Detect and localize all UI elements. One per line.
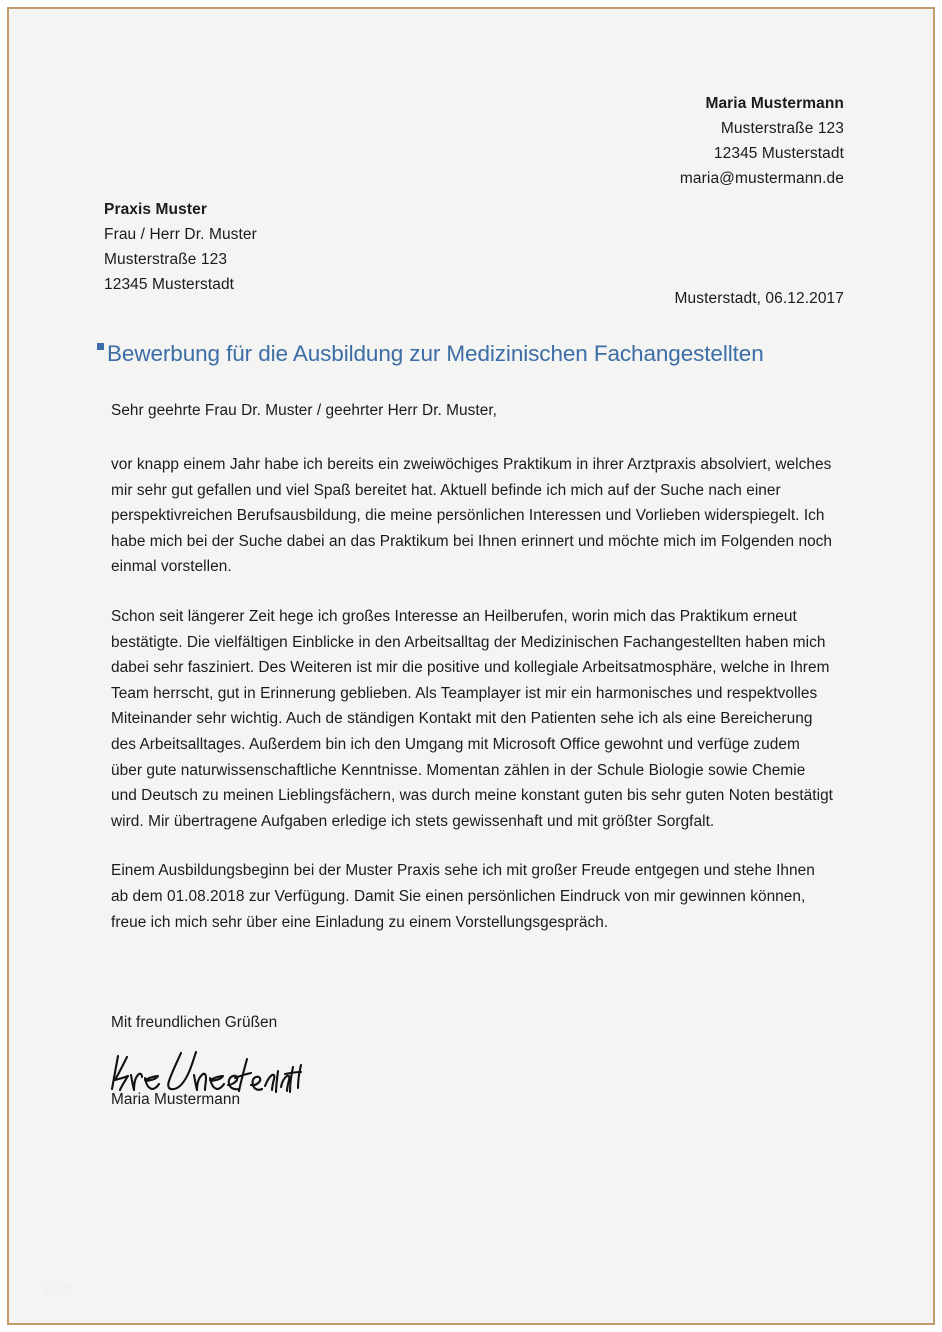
sender-email: maria@mustermann.de [679, 170, 844, 187]
recipient-company: Praxis Muster [104, 201, 207, 218]
sender-street: Musterstraße 123 [720, 120, 844, 137]
body-paragraph: Einem Ausbildungsbeginn bei der Muster Praxis sehe ich mit großer Freude entgegen und stehe Ihnen ab dem 01.08.2018 zur Verfügung. Damit Sie einen persönlichen Eindruck von mir gewinnen können, freue ich mich sehr über eine Einladung zu einem Vorstellungsgespräch. [111, 862, 815, 931]
recipient-street: Musterstraße 123 [104, 251, 228, 268]
closing-phrase: Mit freundlichen Grüßen [111, 1014, 278, 1031]
sender-city: 12345 Musterstadt [713, 145, 844, 162]
body-paragraph: Schon seit längerer Zeit hege ich großes Interesse an Heilberufen, worin mich das Praktikum erneut bestätigte. Die vielfältigen Einblicke in den Arbeitsalltag der Medizinischen Fachangestellten haben mich dabei sehr fasziniert. Des Weiteren ist mir die positive und kollegiale Arbeitsatmosphäre, welche in Ihrem Team herrscht, gut in Erinnerung geblieben. Als Teamplayer ist mir ein harmonisches und respektvolles Miteinander sehr wichtig. Auch de ständigen Kontakt mit den Patienten sehe ich als eine Bereicherung des Arbeitsalltages. Außerdem bin ich den Umgang mit Microsoft Office gewohnt und verfüge zudem über gute naturwissenschaftliche Kenntnisse. Momentan zählen in der Schule Biologie sowie Chemie und Deutsch zu meinen Lieblingsfächern, was durch meine konstant guten bis sehr guten Noten bestätigt wird. Mir übertragene Aufgaben erledige ich stets gewissenhaft und mit größter Sorgfalt. [111, 607, 834, 830]
watermark-label: blog [45, 1281, 72, 1296]
sender-address-block [680, 91, 844, 191]
place-and-date: Musterstadt, 06.12.2017 [674, 290, 844, 307]
page-border-frame [7, 7, 935, 1325]
recipient-address-block [104, 197, 257, 297]
letter-document [9, 9, 933, 1323]
recipient-city: 12345 Musterstadt [104, 276, 235, 293]
body-paragraph: vor knapp einem Jahr habe ich bereits ein zweiwöchiges Praktikum in ihrer Arztpraxis absolviert, welches mir sehr gut gefallen und viel Spaß bereitet hat. Aktuell befinde ich mich auf der Suche nach einer perspektivreichen Berufsausbildung, die meine persönlichen Interessen und Vorlieben widerspiegelt. Ich habe mich bei der Suche dabei an das Praktikum bei Ihnen erinnert und möchte mich im Folgenden noch einmal vorstellen. [111, 456, 833, 576]
sender-name: Maria Mustermann [705, 95, 844, 112]
signer-printed-name: Maria Mustermann [111, 1091, 241, 1108]
subject-text: Bewerbung für die Ausbildung zur Medizinischen Fachangestellten [107, 341, 764, 366]
salutation: Sehr geehrte Frau Dr. Muster / geehrter Herr Dr. Muster, [111, 402, 497, 419]
page-canvas [9, 9, 933, 1323]
subject-heading [97, 341, 764, 367]
square-bullet-icon [97, 343, 104, 350]
handwritten-signature-icon [109, 1045, 309, 1097]
letter-body [111, 452, 833, 959]
recipient-contact: Frau / Herr Dr. Muster [104, 226, 257, 243]
